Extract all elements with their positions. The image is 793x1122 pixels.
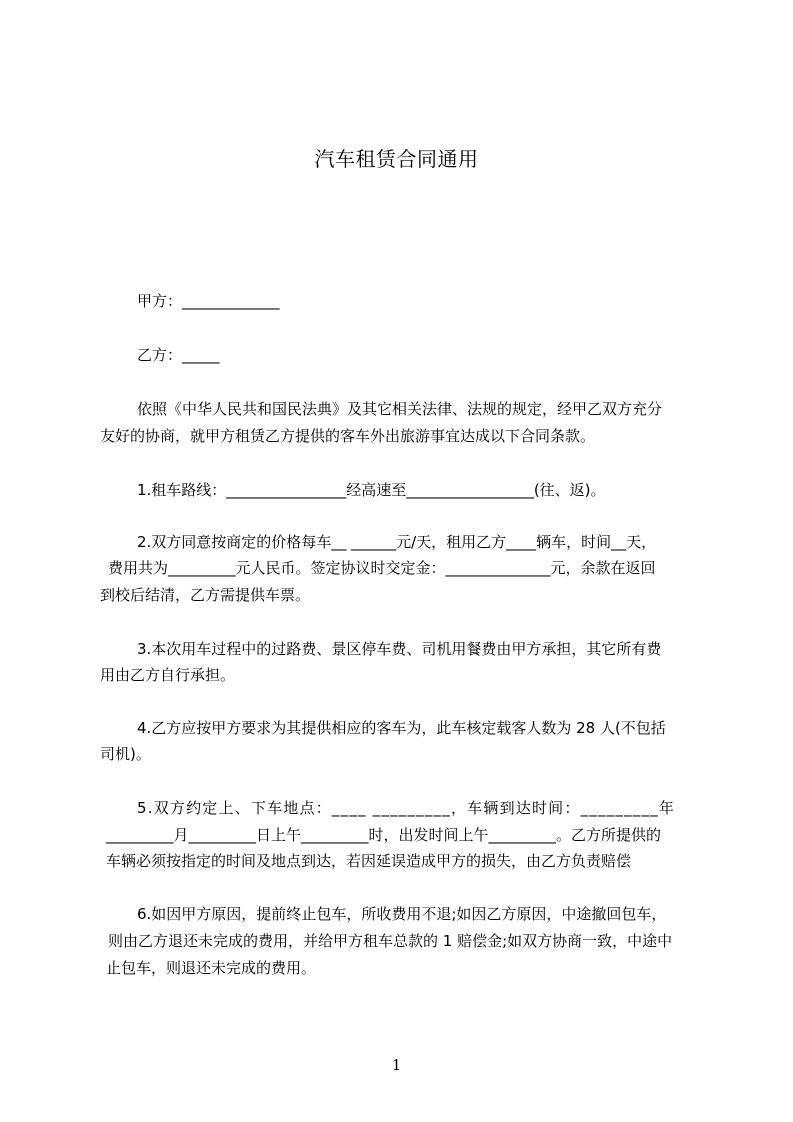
intro-line: 友好的协商，就甲方租赁乙方提供的客车外出旅游事宜达成以下合同条款。 — [100, 427, 596, 445]
clause-line: 司机)。 — [100, 745, 151, 763]
clause-line: 车辆必须按指定的时间及地点到达，若因延误造成甲方的损失，由乙方负责赔偿 — [106, 852, 632, 870]
clause-line: 费用共为_________元人民币。签定协议时交定金：______________元，余款在返回 — [108, 559, 656, 577]
clause-line: 2.双方同意按商定的价格每车__ ______元/天，租用乙方____辆车，时间__天， — [137, 533, 657, 551]
clause-line: 则由乙方退还未完成的费用，并给甲方租车总款的 1 赔偿金;如双方协商一致，中途中 — [108, 932, 673, 950]
clause-line: 1.租车路线：________________经高速至_________________(往、返)。 — [137, 481, 606, 499]
party-a-line: 甲方：_____________ — [137, 292, 280, 310]
document-title: 汽车租赁合同通用 — [314, 147, 479, 171]
clause-line: 止包车，则退还未完成的费用。 — [106, 959, 317, 977]
clause-line: 用由乙方自行承担。 — [100, 666, 236, 684]
party-b-line: 乙方：_____ — [137, 346, 220, 364]
clause-line: _________月_________日上午_________时，出发时间上午_________。乙方所提供的 — [106, 826, 662, 844]
page-number: 1 — [391, 1056, 402, 1074]
clause-line: 4.乙方应按甲方要求为其提供相应的客车为，此车核定载客人数为 28 人(不包括 — [137, 719, 666, 737]
clause-line: 3.本次用车过程中的过路费、景区停车费、司机用餐费由甲方承担，其它所有费 — [137, 640, 662, 658]
clause-line: 5.双方约定上、下车地点：____ _________，车辆到达时间：_________年 — [137, 799, 676, 817]
intro-line: 依照《中华人民共和国民法典》及其它相关法律、法规的规定，经甲乙双方充分 — [137, 400, 663, 418]
clause-line: 到校后结清，乙方需提供车票。 — [100, 586, 311, 604]
clause-line: 6.如因甲方原因，提前终止包车，所收费用不退;如因乙方原因，中途撤回包车， — [137, 905, 667, 923]
